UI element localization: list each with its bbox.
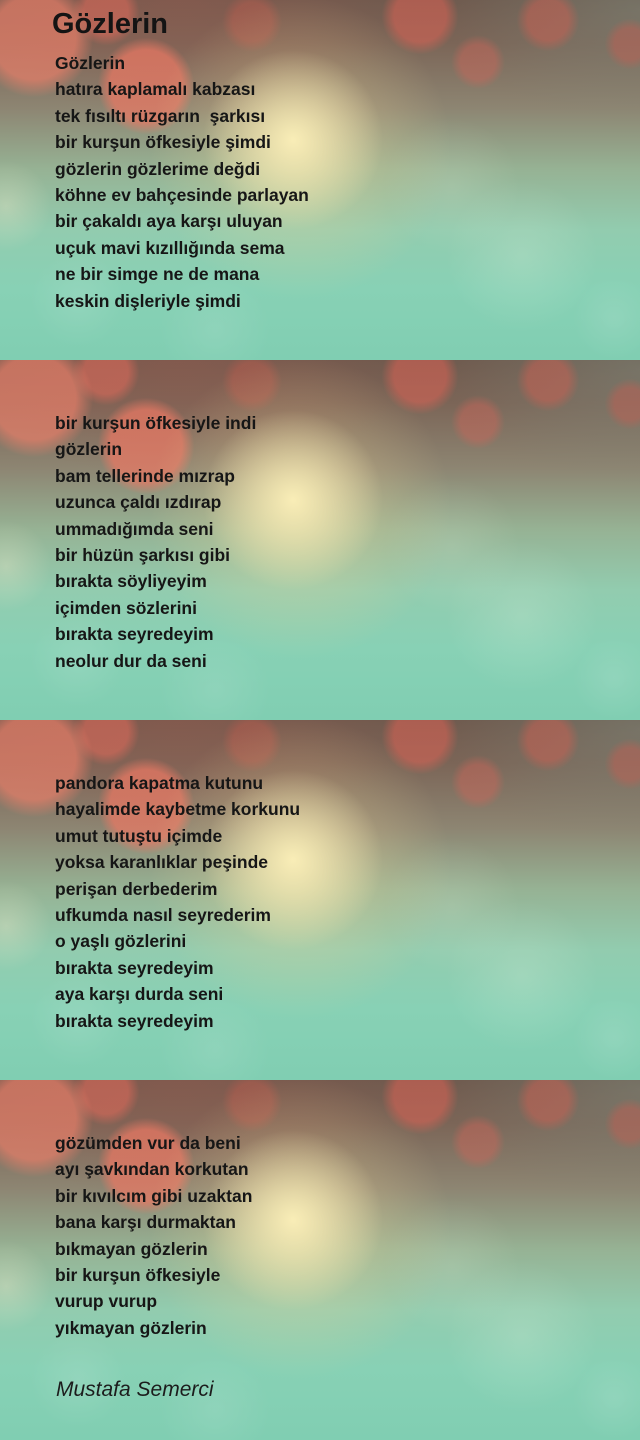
poem-line: gözlerin gözlerime değdi [55, 158, 261, 179]
poem-line: bana karşı durmaktan [55, 1212, 236, 1233]
poem-line: bir kurşun öfkesiyle şimdi [55, 132, 271, 153]
poem-line: keskin dişleriyle şimdi [55, 290, 241, 311]
poem-line: bir kurşun öfkesiyle indi [55, 413, 257, 433]
poem-line: hayalimde kaybetme korkunu [55, 799, 301, 820]
poem-line: bırakta söyliyeyim [55, 571, 207, 592]
poem-line: gözümden vur da beni [55, 1133, 241, 1153]
poem-line: uzunca çaldı ızdırap [55, 492, 222, 513]
poem-line: ayı şavkından korkutan [55, 1159, 249, 1180]
poem-line: bırakta seyredeyim [55, 957, 214, 978]
poem-line: uçuk mavi kızıllığında sema [55, 237, 285, 258]
poem-line: hatıra kaplamalı kabzası [55, 79, 256, 100]
poem-line: bir kıvılcım gibi uzaktan [55, 1185, 253, 1206]
poem-line: ne bir simge ne de mana [55, 264, 260, 285]
poem-line: tek fısıltı rüzgarın şarkısı [55, 105, 266, 126]
background-panel-2 [0, 360, 640, 720]
poem-line: pandora kapatma kutunu [55, 773, 264, 793]
background-panel-1 [0, 0, 640, 360]
background-panel-4 [0, 1080, 640, 1440]
poem-line: gözlerin [55, 439, 123, 460]
poem-line: bir kurşun öfkesiyle [55, 1265, 221, 1286]
poem-line: umut tutuştu içimde [55, 825, 223, 846]
author-signature: Mustafa Semerci [56, 1378, 214, 1401]
poem-line: yıkmayan gözlerin [55, 1317, 207, 1338]
poem-line: neolur dur da seni [55, 650, 207, 671]
poem-title: Gözlerin [52, 8, 169, 40]
poem-line: bıkmayan gözlerin [55, 1238, 208, 1259]
poem-line: perişan derbederim [55, 878, 218, 899]
stanza-2 [55, 410, 256, 674]
poem-line: bırakta seyredeyim [55, 624, 214, 645]
poem-line: bir çakaldı aya karşı uluyan [55, 211, 283, 232]
background-panel-3 [0, 720, 640, 1080]
poem-line: bam tellerinde mızrap [55, 465, 235, 486]
poem-line: vurup vurup [55, 1291, 158, 1312]
poem-line: köhne ev bahçesinde parlayan [55, 185, 309, 206]
poem-line: aya karşı durda seni [55, 984, 224, 1005]
poem-line: ufkumda nasıl seyrederim [55, 905, 271, 926]
stanza-3 [55, 770, 300, 1034]
poem-line: bırakta seyredeyim [55, 1010, 214, 1031]
poem-line: Gözlerin [55, 53, 126, 73]
poem-line: ummadığımda seni [55, 518, 214, 539]
poem-line: bir hüzün şarkısı gibi [55, 545, 231, 566]
poem-line: o yaşlı gözlerini [55, 931, 187, 952]
poem-line: yoksa karanlıklar peşinde [55, 852, 269, 873]
poem-line: içimden sözlerini [55, 597, 197, 618]
stanza-1 [55, 50, 309, 314]
stanza-4 [55, 1130, 252, 1341]
